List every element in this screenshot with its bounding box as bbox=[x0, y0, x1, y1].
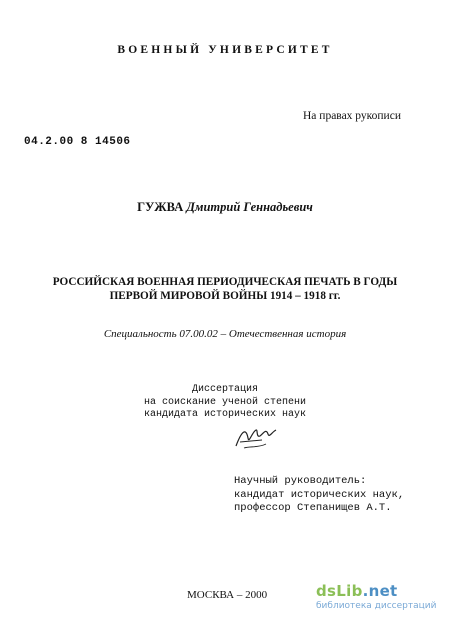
degree-line-2: на соискание ученой степени bbox=[143, 396, 307, 408]
watermark-logo-left: dsLib bbox=[316, 582, 363, 600]
supervisor-line-3: профессор Степанищев А.Т. bbox=[234, 502, 392, 514]
scientific-supervisor bbox=[234, 475, 404, 516]
title-line-1: РОССИЙСКАЯ ВОЕННАЯ ПЕРИОДИЧЕСКАЯ ПЕЧАТЬ В ГОДЫ bbox=[52, 276, 398, 288]
dslib-watermark bbox=[316, 582, 436, 611]
author-name bbox=[0, 200, 450, 215]
title-line-2: ПЕРВОЙ МИРОВОЙ ВОЙНЫ 1914 – 1918 гг. bbox=[109, 290, 341, 302]
author-given-names: Дмитрий Геннадьевич bbox=[186, 200, 313, 214]
city-year: МОСКВА – 2000 bbox=[187, 589, 268, 601]
supervisor-line-2: кандидат исторических наук, bbox=[234, 488, 405, 501]
watermark-logo-right: net bbox=[368, 582, 398, 600]
manuscript-rights-note: На правах рукописи bbox=[303, 110, 401, 122]
degree-statement bbox=[0, 384, 450, 422]
supervisor-line-1: Научный руководитель: bbox=[234, 475, 367, 487]
watermark-logo-dot: . bbox=[362, 582, 369, 600]
dissertation-title bbox=[0, 275, 450, 303]
degree-line-1: Диссертация bbox=[191, 384, 258, 395]
degree-line-3: кандидата исторических наук bbox=[143, 409, 307, 420]
watermark-caption: библиотека диссертаций bbox=[316, 601, 437, 611]
handwritten-signature bbox=[232, 424, 280, 452]
author-surname: ГУЖВА bbox=[137, 200, 184, 214]
university-header: ВОЕННЫЙ УНИВЕРСИТЕТ bbox=[117, 44, 333, 56]
catalog-code: 04.2.00 8 14506 bbox=[24, 136, 131, 148]
specialty-line: Специальность 07.00.02 – Отечественная история bbox=[103, 328, 347, 340]
watermark-logo bbox=[316, 582, 436, 600]
